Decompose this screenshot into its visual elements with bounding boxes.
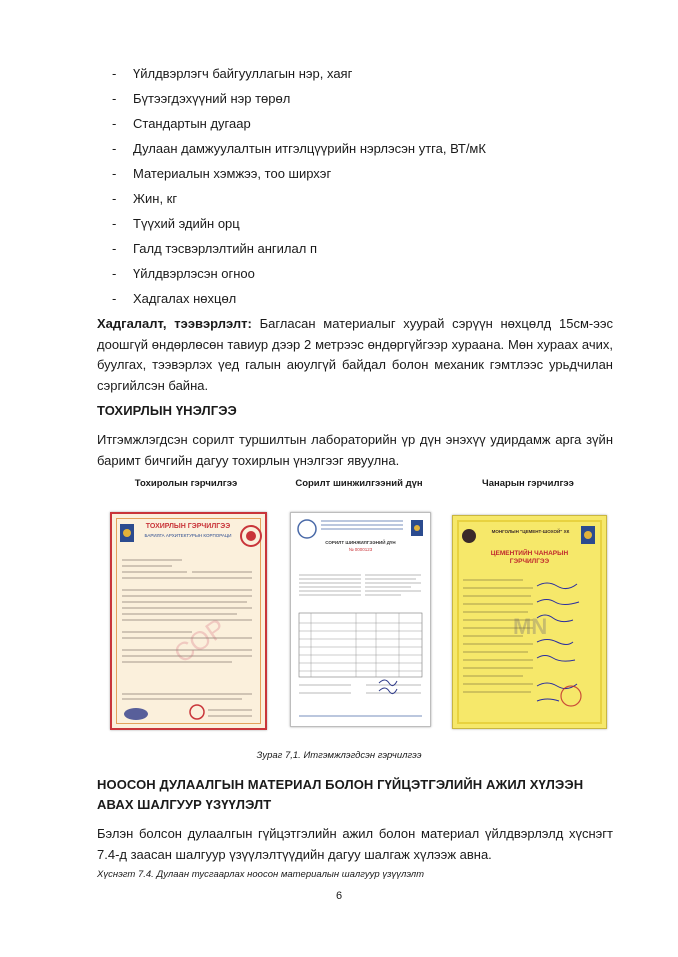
list-item: - Галд тэсвэрлэлтийн ангилал п (112, 241, 317, 256)
list-item: - Түүхий эдийн орц (112, 216, 240, 231)
cert1-title: ТОХИРЛЫН ГЭРЧИЛГЭЭ (145, 523, 231, 530)
page-number: 6 (335, 890, 343, 902)
storage-paragraph (97, 314, 613, 396)
list-item: - Үйлдвэрлэсэн огноо (112, 266, 255, 281)
cert1-subtitle: БАРИЛГА АРХИТЕКТУРЫН КОРПОРАЦИ (144, 533, 232, 538)
svg-text:СОР: СОР (168, 612, 232, 669)
figure-caption-3: Чанарын гэрчилгээ (482, 478, 574, 489)
conformity-certificate-image (110, 512, 267, 730)
list-item: - Стандартын дугаар (112, 116, 251, 131)
list-item: - Бүтээгдэхүүний нэр төрөл (112, 91, 291, 106)
cert3-header: МОНГОЛЫН "ЦЕМЕНТ-ШОХОЙ" ХК (491, 529, 570, 534)
quality-certificate-decor (453, 516, 606, 728)
cert2-title: СОРИЛТ ШИНЖИЛГЭЭНИЙ ДҮН (325, 540, 396, 545)
section-heading-acceptance: НООСОН ДУЛААЛГЫН МАТЕРИАЛ БОЛОН ГҮЙЦЭТГЭЛИЙН АЖИЛ ХҮЛЭЭН АВАХ ШАЛГУУР ҮЗҮҮЛЭЛТ (97, 777, 584, 812)
table-caption: Хүснэгт 7.4. Дулаан тусгаарлах ноосон материалын шалгуур үзүүлэлт (97, 869, 425, 880)
storage-text: Багласан материалыг хуурай сэрүүн нөхцөлд 15см-ээс доошгүй өндөрлөсөн тавиур дээр 2 метрээс өндөргүйгээр хураана. Мөн хураах ачих, буулгах, тээвэрлэх үед галын аюулгүй байдал болон механик гэмтлээс урьдчилан сэргийлсэн байна. (97, 316, 613, 393)
figure-caption-2: Сорилт шинжилгээний дүн (295, 478, 423, 489)
test-results-image (290, 512, 431, 727)
section-heading-conformity: ТОХИРЛЫН ҮНЭЛГЭЭ (97, 403, 237, 418)
figure-caption-1: Тохиролын гэрчилгээ (134, 478, 238, 489)
quality-certificate-image (452, 515, 607, 729)
attribute-list (112, 63, 486, 313)
certificate-decor (112, 514, 265, 728)
list-item: - Материалын хэмжээ, тоо ширхэг (112, 166, 332, 181)
conformity-paragraph: Итгэмжлэгдсэн сорилт туршилтын лабораторийн үр дүн энэхүү удирдамж арга зүйн баримт бичгийн дагуу тохирлын үнэлгээг явуулна. (97, 432, 613, 468)
svg-text:MN: MN (513, 614, 548, 639)
list-item: - Жин, кг (112, 191, 178, 206)
acceptance-paragraph: Бэлэн болсон дулаалгын гүйцэтгэлийн ажил болон материал үйлдвэрлэлд хүснэгт 7.4-д заасан шалгуур үзүүлэлтүүдийн дагуу шалгаж хүлээж авна. (97, 826, 613, 862)
storage-label: Хадгалалт, тээвэрлэлт: (97, 316, 252, 331)
list-item: - Дулаан дамжуулалтын итгэлцүүрийн нэрлэсэн утга, ВТ/мК (112, 141, 486, 156)
figure-label: Зураг 7,1. Итгэмжлэгдсэн гэрчилгээ (256, 750, 422, 761)
list-item: - Үйлдвэрлэгч байгууллагын нэр, хаяг (112, 66, 353, 81)
list-item: - Хадгалах нөхцөл (112, 291, 237, 306)
cert2-number: № 0000123 (348, 547, 373, 552)
cert3-title: ЦЕМЕНТИЙН ЧАНАРЫН ГЭРЧИЛГЭЭ (490, 550, 569, 565)
